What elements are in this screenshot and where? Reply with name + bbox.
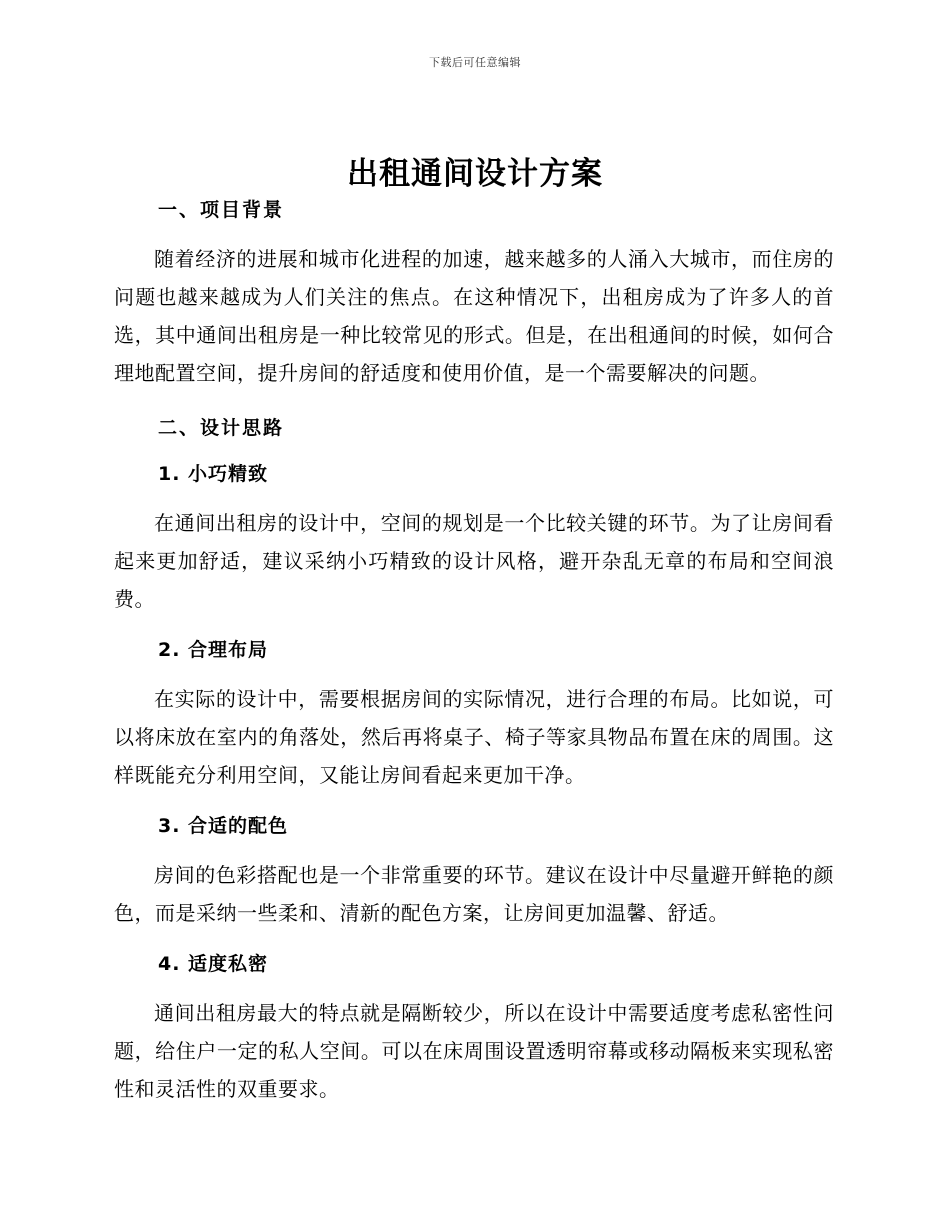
subsection-heading-4: 4. 适度私密 (158, 953, 269, 975)
subsection-body-1: 在通间出租房的设计中，空间的规划是一个比较关键的环节。为了让房间看起来更加舒适，建议采纳小巧精致的设计风格，避开杂乱无章的布局和空间浪费。 (114, 511, 834, 611)
subsection-heading-1: 1. 小巧精致 (158, 463, 269, 485)
section-heading-background: 一、项目背景 (158, 199, 285, 221)
subsection-heading-3: 3. 合适的配色 (158, 815, 289, 837)
subsection-body-4: 通间出租房最大的特点就是隔断较少，所以在设计中需要适度考虑私密性问题，给住户一定的私人空间。可以在床周围设置透明帘幕或移动隔板来实现私密性和灵活性的双重要求。 (114, 1001, 834, 1101)
section-heading-design-ideas: 二、设计思路 (158, 417, 285, 439)
subsection-body-2: 在实际的设计中，需要根据房间的实际情况，进行合理的布局。比如说，可以将床放在室内的角落处，然后再将桌子、椅子等家具物品布置在床的周围。这样既能充分利用空间，又能让房间看起来更加干净。 (114, 687, 834, 787)
header-watermark: 下载后可任意编辑 (429, 56, 521, 69)
section-body-background: 随着经济的进展和城市化进程的加速，越来越多的人涌入大城市，而住房的问题也越来越成为人们关注的焦点。在这种情况下，出租房成为了许多人的首选，其中通间出租房是一种比较常见的形式。但是，在出租通间的时候，如何合理地配置空间，提升房间的舒适度和使用价值，是一个需要解决的问题。 (114, 247, 834, 385)
subsection-body-3: 房间的色彩搭配也是一个非常重要的环节。建议在设计中尽量避开鲜艳的颜色，而是采纳一些柔和、清新的配色方案，让房间更加温馨、舒适。 (114, 863, 834, 925)
subsection-heading-2: 2. 合理布局 (158, 639, 269, 661)
document-title: 出租通间设计方案 (347, 156, 603, 192)
document-body (114, 196, 834, 1108)
